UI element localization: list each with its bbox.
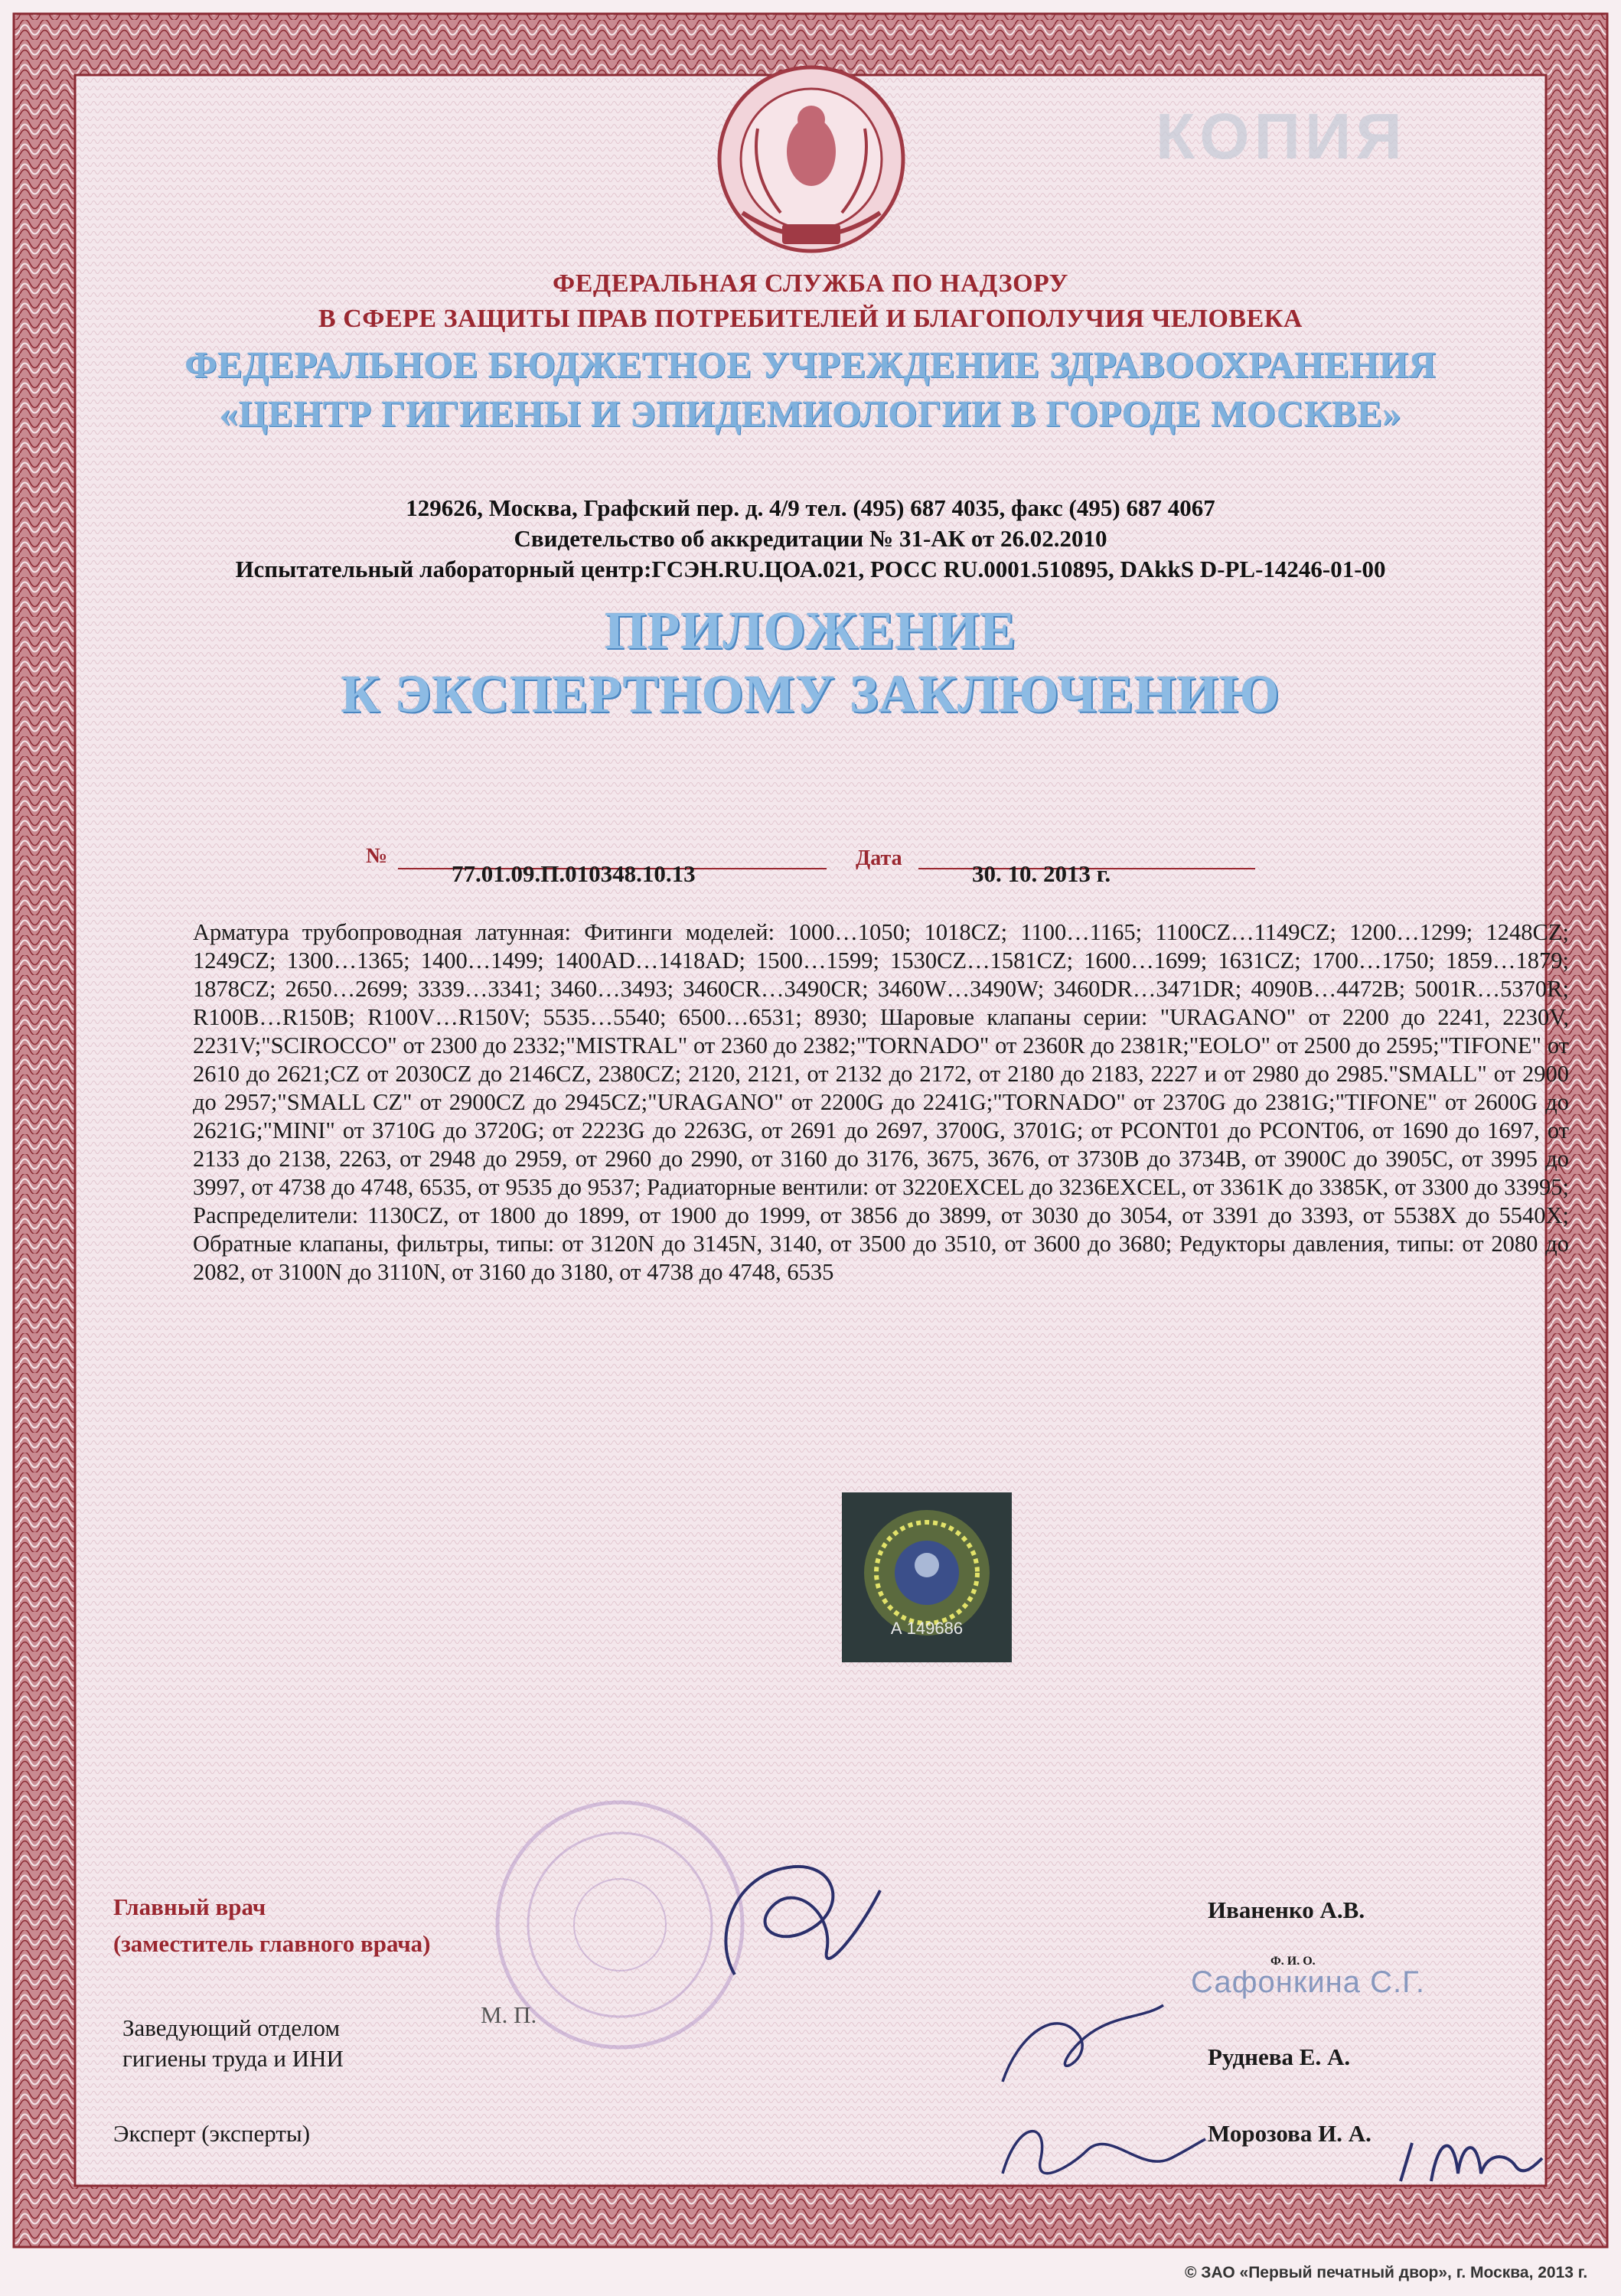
title-line-1: ПРИЛОЖЕНИЕ <box>604 602 1016 660</box>
hologram-seal <box>842 1492 1012 1662</box>
accreditation-line: Свидетельство об аккредитации № 31-АК от 26.02.2010 <box>514 525 1107 552</box>
stamp-name: Сафонкина С.Г. <box>1191 1965 1426 1999</box>
document-number: 77.01.09.П.010348.10.13 <box>452 860 696 887</box>
institution-line-1: ФЕДЕРАЛЬНОЕ БЮДЖЕТНОЕ УЧРЕЖДЕНИЕ ЗДРАВООХРАНЕНИЯ <box>184 344 1437 386</box>
title-line-2: К ЭКСПЕРТНОМУ ЗАКЛЮЧЕНИЮ <box>341 665 1280 724</box>
chief-name: Иваненко А.В. <box>1208 1896 1365 1923</box>
product-list-text: Арматура трубопроводная латунная: Фитинги моделей: 1000…1050; 1018CZ; 1100…1165; 1100CZ…1149CZ; 1200…1299; 1248CZ; 1249CZ; 1300…1365; 1400…1499; 1400AD…1418AD; 1500…1599; 1530CZ…1581CZ; 1600…1699; 1631CZ; 1700…1750; 1859…1879; 1878CZ; 2650…2699; 3339…3341; 3460…3493; 3460CR…3490CR; 3460W…3490W; 3460DR…3471DR; 4090B…4472B; 5001R…5370R; R100B…R150B; R100V…R150V; 5535…5540; 6500…6531; 8930; Шаровые клапаны серии: "URAGANO" от 2200 до 2241, 2230V, 2231V;"SCIROCCO" от 2300 до 2332;"MISTRAL" от 2360 до 2382;"TORNADO" от 2360R до 2381R;"EOLO" от 2500 до 2595;"TIFONE" от 2610 до 2621;CZ от 2030CZ до 2146CZ, 2380CZ; 2120, 2121, от 2132 до 2172, от 2180 до 2183, 2227 и от 2980 до 2985."SMALL" от 2900 до 2957;"SMALL CZ" от 2900CZ до 2945CZ;"URAGANO" от 2200G до 2241G;"TORNADO" от 2370G до 2381G;"TIFONE" от 2600G до 2621G;"MINI" от 3710G до 3720G; от 2223G до 2263G, от 2691 до 2697, 3700G, 3701G; от PCONT01 до PCONT06, от 1690 до 1697, от 2133 до 2138, 2263, от 2948 до 2959, от 2960 до 2990, от 3160 до 3176, 3675, 3676, от 3730B до 3734B, от 3900C до 3905C, от 3995 до 3997, от 4738 до 4748, 6535, от 9535 до 9537; Радиаторные вентили: от 3220EXCEL до 3236EXCEL, от 3361K до 3385K, от 3300 до 33995; Распределители: 1130CZ, от 1800 до 1899, от 1900 до 1999, от 3856 до 3899, от 3030 до 3054, от 3391 до 3393, от 5538X до 5540X; Обратные клапаны, фильтры, типы: от 3120N до 3145N, 3140, от 3500 до 3510, от 3600 до 3680; Редукторы давления, типы: от 2080 до 2082, от 3100N до 3110N, от 3160 до 3180, от 4738 до 4748, 6535 <box>193 919 1569 1285</box>
institution-line-2: «ЦЕНТР ГИГИЕНЫ И ЭПИДЕМИОЛОГИИ В ГОРОДЕ МОСКВЕ» <box>219 393 1402 435</box>
agency-line-1: ФЕДЕРАЛЬНАЯ СЛУЖБА ПО НАДЗОРУ <box>553 269 1068 298</box>
address-line: 129626, Москва, Графский пер. д. 4/9 тел. (495) 687 4035, факс (495) 687 4067 <box>406 494 1215 521</box>
stamp-place-label: М. П. <box>481 2001 537 2028</box>
document-date: 30. 10. 2013 г. <box>972 860 1111 887</box>
head-dept-line-2: гигиены труда и ИНИ <box>122 2045 344 2072</box>
head-dept-signature <box>987 1990 1179 2105</box>
lab-center-line: Испытательный лабораторный центр:ГСЭН.RU.ЦОА.021, РОСС RU.0001.510895, DAkkS D-PL-14246-01-00 <box>235 556 1386 582</box>
expert-signature <box>987 2097 1209 2204</box>
agency-line-2: В СФЕРЕ ЗАЩИТЫ ПРАВ ПОТРЕБИТЕЛЕЙ И БЛАГОПОЛУЧИЯ ЧЕЛОВЕКА <box>318 305 1303 333</box>
emblem-icon <box>696 60 926 274</box>
date-label: Дата <box>856 846 902 870</box>
number-label: № <box>366 844 388 868</box>
fio-label: Ф. И. О. <box>1270 1955 1316 1968</box>
head-dept-line-1: Заведующий отделом <box>122 2014 341 2041</box>
deputy-label: (заместитель главного врача) <box>113 1930 431 1957</box>
expert-label: Эксперт (эксперты) <box>113 2120 311 2147</box>
expert-name: Морозова И. А. <box>1208 2120 1371 2147</box>
chief-signature <box>704 1844 903 2013</box>
hologram-serial: А 149686 <box>890 1619 964 1638</box>
chief-doctor-label: Главный врач <box>113 1893 266 1920</box>
handwritten-mark <box>1393 2120 1546 2197</box>
printer-footer: © ЗАО «Первый печатный двор», г. Москва, 2013 г. <box>1185 2264 1588 2281</box>
head-dept-name: Руднева Е. А. <box>1208 2043 1351 2070</box>
copy-watermark: КОПИЯ <box>1156 100 1407 172</box>
